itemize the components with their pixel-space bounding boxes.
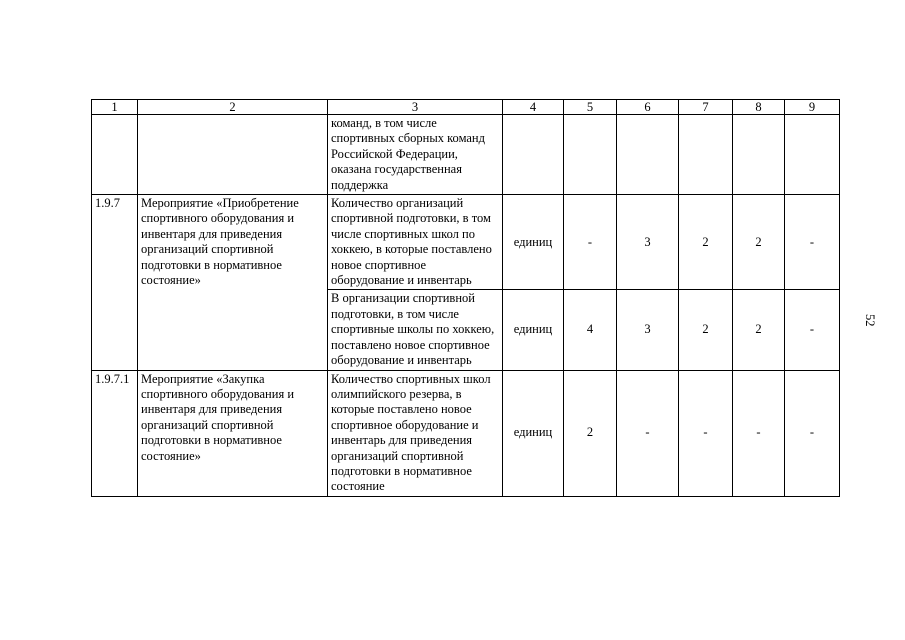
indicator-cell: Количество организаций спортивной подготовки, в том числе спортивных школ по хоккею, в которые поставлено новое спортивное оборудование и инвентарь xyxy=(328,195,503,290)
value-cell: - xyxy=(617,370,679,496)
value-cell xyxy=(733,115,785,195)
event-cell: Мероприятие «Закупка спортивного оборудования и инвентаря для приведения организаций спортивной подготовки в нормативное состояние» xyxy=(138,370,328,496)
indicator-cell: В организации спортивной подготовки, в том числе спортивные школы по хоккею, поставлено новое спортивное оборудование и инвентарь xyxy=(328,290,503,370)
header-cell: 9 xyxy=(785,100,840,115)
event-cell: Мероприятие «Приобретение спортивного оборудования и инвентаря для приведения организаций спортивной подготовки в нормативное состояние» xyxy=(138,195,328,370)
value-cell: 2 xyxy=(733,195,785,290)
header-cell: 2 xyxy=(138,100,328,115)
value-cell xyxy=(564,115,617,195)
value-cell: 3 xyxy=(617,290,679,370)
table-row xyxy=(92,115,840,195)
header-cell: 8 xyxy=(733,100,785,115)
value-cell: - xyxy=(785,195,840,290)
header-cell: 1 xyxy=(92,100,138,115)
value-cell: - xyxy=(785,290,840,370)
table-row xyxy=(92,195,840,290)
value-cell: - xyxy=(733,370,785,496)
value-cell: 2 xyxy=(679,195,733,290)
unit-cell: единиц xyxy=(503,370,564,496)
indicator-cell: Количество спортивных школ олимпийского резерва, в которые поставлено новое спортивное оборудование и инвентарь для приведения организаций спортивной подготовки в нормативное состояние xyxy=(328,370,503,496)
value-cell xyxy=(679,115,733,195)
value-cell: - xyxy=(564,195,617,290)
row-number-cell: 1.9.7.1 xyxy=(92,370,138,496)
row-number-cell xyxy=(92,115,138,195)
page-number: 52 xyxy=(863,314,877,327)
header-cell: 3 xyxy=(328,100,503,115)
table-row xyxy=(92,370,840,496)
value-cell: 2 xyxy=(564,370,617,496)
event-cell xyxy=(138,115,328,195)
header-cell: 5 xyxy=(564,100,617,115)
indicators-table xyxy=(91,99,840,497)
row-number-cell: 1.9.7 xyxy=(92,195,138,370)
unit-cell xyxy=(503,115,564,195)
value-cell xyxy=(785,115,840,195)
value-cell: 2 xyxy=(679,290,733,370)
header-cell: 6 xyxy=(617,100,679,115)
value-cell xyxy=(617,115,679,195)
value-cell: 3 xyxy=(617,195,679,290)
value-cell: 4 xyxy=(564,290,617,370)
indicator-cell: команд, в том числе спортивных сборных команд Российской Федерации, оказана государственная поддержка xyxy=(328,115,503,195)
table-header-row xyxy=(92,100,840,115)
header-cell: 7 xyxy=(679,100,733,115)
value-cell: 2 xyxy=(733,290,785,370)
value-cell: - xyxy=(785,370,840,496)
unit-cell: единиц xyxy=(503,195,564,290)
header-cell: 4 xyxy=(503,100,564,115)
unit-cell: единиц xyxy=(503,290,564,370)
value-cell: - xyxy=(679,370,733,496)
